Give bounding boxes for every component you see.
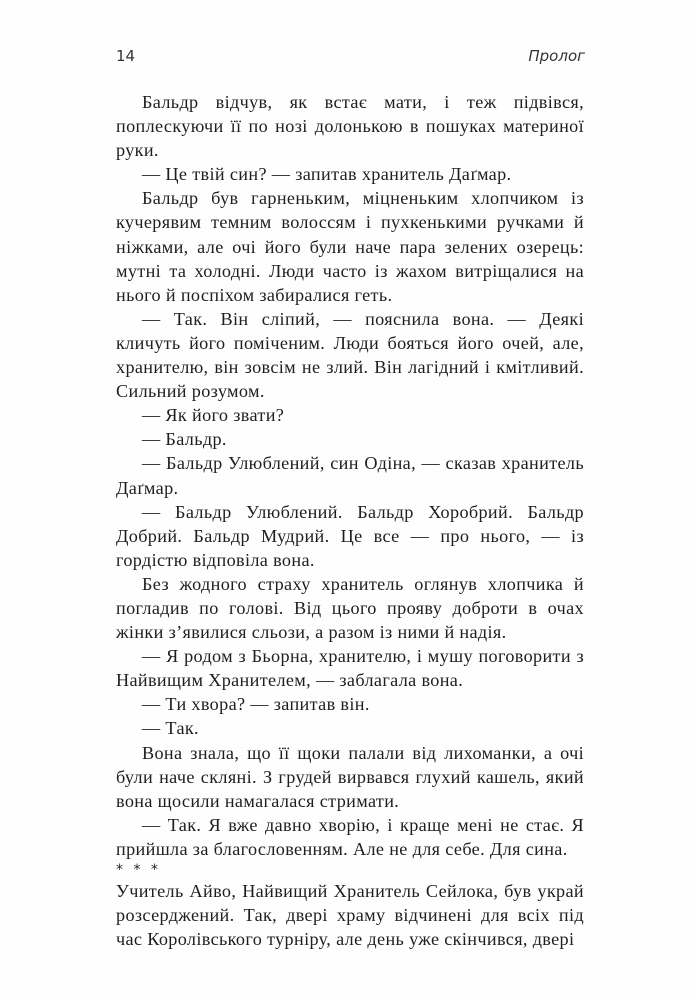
paragraph: Без жодного страху хранитель оглянув хлопчика й погладив по голові. Від цього прояву доброти в очах жінки з’явилися сльози, а разом із ними й надія.	[116, 573, 584, 643]
page-number: 14	[116, 47, 136, 65]
paragraph: — Це твій син? — запитав хранитель Даґмар.	[142, 164, 512, 185]
paragraph: Бальдр відчув, як встає мати, і теж підвівся, поплескуючи її по нозі долонькою в пошуках материної руки.	[116, 92, 584, 161]
chapter-title: Пролог	[528, 47, 585, 65]
paragraph: — Бальдр Улюблений, син Одіна, — сказав хранитель Даґмар.	[116, 453, 584, 498]
paragraph: Бальдр був гарненьким, міцненьким хлопчиком із кучерявим темним волоссям і пухкенькими ручками й ніжками, але очі його були наче пара зелених озерець: мутні та холодні. Люди часто із жахом витріщалися на нього й поспіхом забиралися геть.	[116, 188, 584, 305]
body-text	[116, 90, 584, 951]
paragraph: — Так. Він сліпий, — пояснила вона. — Деякі кличуть його поміченим. Люди бояться його очей, але, хранителю, він зовсім не злий. Він лагідний і кмітливий. Сильний розумом.	[116, 308, 584, 402]
paragraph: — Бальдр.	[142, 429, 227, 450]
paragraph: Вона знала, що її щоки палали від лихоманки, а очі були наче скляні. З грудей вирвався глухий кашель, який вона щосили намагалася стримати.	[116, 742, 584, 811]
paragraph: — Як його звати?	[142, 405, 285, 426]
paragraph: — Так. Я вже давно хворію, і краще мені не стає. Я прийшла за благословенням. Але не для себе. Для сина.	[116, 814, 584, 859]
section2-paragraph: Учитель Айво, Найвищий Хранитель Сейлока, був украй розсерджений. Так, двері храму відчинені для всіх під час Королівського турніру, але день уже скінчився, двері	[116, 881, 584, 950]
paragraph: — Бальдр Улюблений. Бальдр Хоробрий. Бальдр Добрий. Бальдр Мудрий. Це все — про нього, — із гордістю відповіла вона.	[116, 501, 584, 570]
paragraph: — Ти хвора? — запитав він.	[142, 694, 370, 715]
paragraph: — Я родом з Бьорна, хранителю, і мушу поговорити з Найвищим Хранителем, — заблагала вона.	[116, 646, 584, 691]
section-separator: * * *	[116, 862, 161, 878]
paragraph: — Так.	[142, 718, 199, 739]
running-header	[116, 47, 585, 69]
